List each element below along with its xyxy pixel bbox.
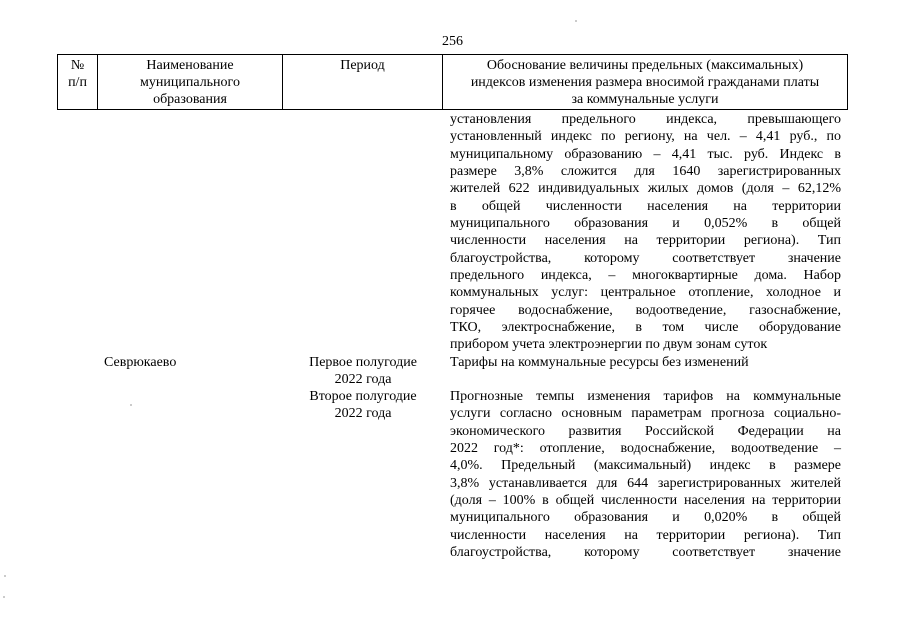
municipality-name: Севрюкаево [104, 355, 177, 370]
header-period [282, 55, 442, 109]
continued-line: ТКО, электроснабжение, в том числе оборудование [450, 320, 841, 336]
period-second-half [303, 388, 423, 422]
continued-line: муниципальному образованию – 4,41 тыс. руб. Индекс в [450, 146, 841, 162]
period-first-half [303, 354, 423, 388]
reason-line: численности населения на территории региона). Тип [450, 527, 841, 543]
scan-speck [130, 404, 132, 406]
continued-line: установления предельного индекса, превышающего [450, 112, 841, 127]
period-second-half-line-1: Второе полугодие [309, 389, 417, 404]
period-second-half-line-2: 2022 года [334, 406, 392, 421]
header-reason-line-3: за коммунальные услуги [571, 92, 719, 107]
reason-line: муниципального образования и 0,020% в общей [450, 510, 841, 526]
continued-line: благоустройства, которому соответствует значение [450, 250, 841, 266]
continued-line: численности населения на территории региона). Тип [450, 233, 841, 249]
reason-second-half [450, 388, 841, 561]
continued-line: прибором учета электроэнергии по двум зонам суток [450, 337, 768, 353]
header-municipality-line-2: муниципального [140, 75, 240, 90]
continued-line: в общей численности населения на территории [450, 198, 841, 214]
reason-line: экономического развития Российской Федерации на [450, 423, 841, 439]
header-number-line-1: № [70, 58, 85, 73]
scan-speck [3, 596, 5, 598]
reason-line: благоустройства, которому соответствует значение [450, 545, 841, 561]
reason-line: услуги согласно основным параметрам прогноза социально- [450, 406, 841, 422]
header-number [57, 55, 97, 109]
reason-line: (доля – 100% в общей численности населения на территории [450, 493, 841, 509]
continued-line: муниципального образования и 0,052% в общей [450, 216, 841, 232]
reason-first-half: Тарифы на коммунальные ресурсы без изменений [450, 355, 749, 370]
scan-speck [575, 20, 577, 22]
page-number: 256 [442, 34, 463, 49]
table-header [57, 54, 848, 110]
header-number-line-2: п/п [68, 75, 87, 90]
continued-reason-text [450, 111, 841, 354]
continued-line: жителей 622 индивидуальных жилых домов (доля – 62,12% [450, 181, 841, 197]
reason-line: 4,0%. Предельный (максимальный) индекс в размере [450, 458, 841, 474]
header-reason-line-1: Обоснование величины предельных (максимальных) [486, 58, 804, 73]
continued-line: предельного индекса, – многоквартирные дома. Набор [450, 268, 841, 284]
reason-line: 2022 год*: отопление, водоснабжение, водоотведение – [450, 441, 841, 457]
reason-line: Прогнозные темпы изменения тарифов на коммунальные [450, 389, 841, 404]
header-municipality-line-1: Наименование [146, 58, 234, 73]
continued-line: размере 3,8% сложится для 1640 зарегистрированных [450, 164, 841, 180]
header-municipality [97, 55, 282, 109]
continued-line: горячее водоснабжение, водоотведение, газоснабжение, [450, 302, 841, 318]
header-municipality-line-3: образования [153, 92, 227, 107]
continued-line: коммунальных услуг: центральное отопление, холодное и [450, 285, 841, 301]
header-reason-line-2: индексов изменения размера вносимой гражданами платы [470, 75, 820, 90]
reason-line: 3,8% устанавливается для 644 зарегистрированных жителей [450, 475, 841, 491]
period-first-half-line-1: Первое полугодие [309, 355, 417, 370]
continued-line: установленный индекс по региону, на чел. – 4,41 руб., по [450, 129, 841, 145]
scan-speck [4, 575, 6, 577]
header-reason [442, 55, 848, 109]
header-period-line-1: Период [340, 58, 385, 73]
period-first-half-line-2: 2022 года [334, 372, 392, 387]
